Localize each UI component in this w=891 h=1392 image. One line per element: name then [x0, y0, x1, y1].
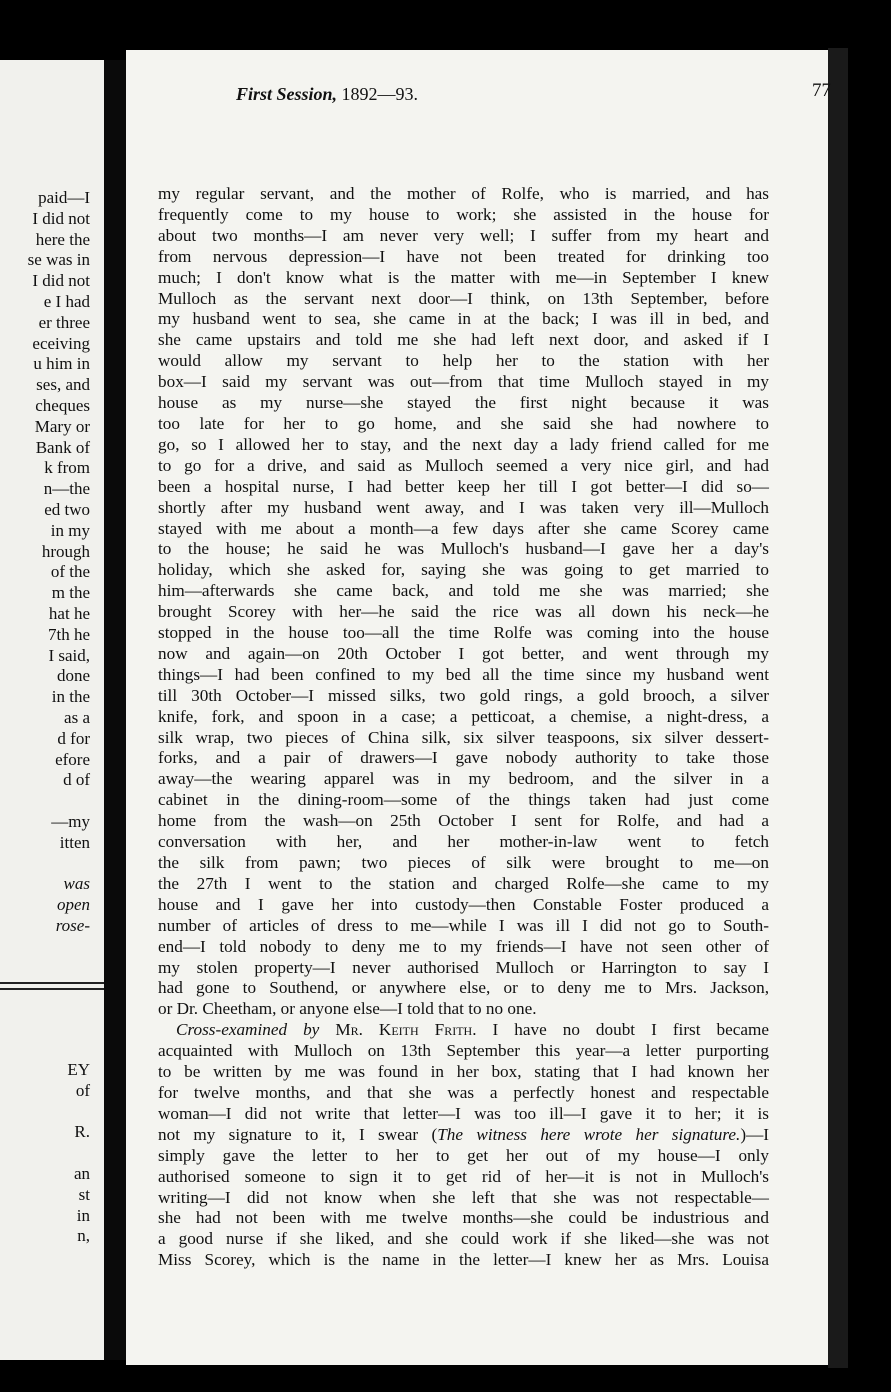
text-line: d for	[57, 728, 90, 748]
page-number: 77	[812, 80, 831, 101]
text-line: end—I told nobody to deny me to my friends—I have not seen other of	[158, 936, 769, 956]
text-line: k from	[44, 458, 90, 478]
text-line: Bank of	[35, 437, 90, 457]
text-line: acquainted with Mulloch on 13th September this year—a letter purporting	[158, 1041, 769, 1061]
text-line: would allow my servant to help her to the station with her	[158, 351, 769, 371]
text-line	[67, 1143, 90, 1164]
text-line: simply gave the letter to her to get her out of my house—I only	[158, 1145, 769, 1165]
cross-examination-paragraph-b	[158, 1146, 769, 1271]
text-line: woman—I did not write that letter—I was too ill—I gave it to her; it is	[158, 1103, 769, 1123]
text-line: had gone to Southend, or anywhere else, or to deny me to Mrs. Jackson,	[158, 978, 769, 998]
text-line: n,	[77, 1226, 90, 1246]
text-line: the 27th I went to the station and charged Rolfe—she came to my	[158, 873, 769, 893]
text-line: been a hospital nurse, I had better keep her till I got better—I did so—	[158, 476, 769, 496]
text-line: u him in	[33, 354, 90, 374]
text-line: here the	[35, 229, 90, 249]
text-line: or Dr. Cheetham, or anyone else—I told that to no one.	[158, 999, 537, 1019]
left-facing-page	[0, 60, 104, 1360]
text-line: my stolen property—I never authorised Mulloch or Harrington to say I	[158, 957, 769, 977]
text-line: 7th he	[47, 624, 90, 644]
text-line: open	[56, 895, 90, 915]
page-text-layer	[126, 50, 828, 1365]
text-line: cabinet in the dining-room—some of the things taken had just come	[158, 790, 769, 810]
text-line: d of	[63, 770, 90, 790]
text-line: number of articles of dress to me—while I was ill I did not go to South-	[158, 915, 769, 935]
text-line: stayed with me about a month—a few days after she came Scorey came	[158, 518, 769, 538]
page-edge	[828, 48, 848, 1368]
text-line: brought Scorey with her—he said the rice was all down his neck—he	[158, 602, 769, 622]
text-line: to be written by me was found in her box, stating that I had known her	[158, 1062, 769, 1082]
text-line: paid—I	[38, 188, 90, 207]
text-line: as a	[64, 707, 90, 727]
text-line: a good nurse if she liked, and she could work if she liked—she was not	[158, 1229, 769, 1249]
text-line: was	[63, 874, 90, 894]
text-line: go, so I allowed her to stay, and the next day a lady friend called for me	[158, 434, 769, 454]
text-line: hat he	[48, 603, 90, 623]
text-line: se was in	[27, 250, 90, 270]
text-line: writing—I did not know when she left that she was not respectable—	[158, 1187, 769, 1207]
text-line: Miss Scorey, which is the name in the letter—I knew her as Mrs. Louisa	[158, 1250, 769, 1270]
text-line: R.	[74, 1122, 90, 1142]
text-line: silk wrap, two pieces of China silk, six silver teaspoons, six silver dessert-	[158, 727, 769, 747]
text-line: efore	[55, 749, 90, 769]
text-line: from nervous depression—I have not been treated for drinking too	[158, 246, 769, 266]
text-line: hrough	[41, 541, 90, 561]
text-line: house and I gave her into custody—then Constable Foster produced a	[158, 894, 769, 914]
text-line: the silk from pawn; two pieces of silk were brought to me—on	[158, 853, 769, 872]
body-text	[158, 184, 769, 1271]
text-line: holiday, which she asked for, saying she was going to get married to	[158, 560, 769, 580]
text-line: frequently come to my house to work; she assisted in the house for	[158, 204, 769, 224]
text-line: about two months—I am never very well; I suffer from my heart and	[158, 225, 769, 245]
text-line: of the	[50, 562, 90, 582]
text-line: authorised someone to sign it to get rid of her—it is not in Mulloch's	[158, 1166, 769, 1186]
text-line: eceiving	[32, 333, 90, 353]
text-line: I did not	[32, 208, 90, 228]
text-line: now and again—on 20th October I got better, and went through my	[158, 643, 769, 663]
text-line: EY	[67, 1060, 90, 1079]
cross-examined-label: Cross-examined by	[176, 1020, 320, 1040]
text-line: I did not	[32, 271, 90, 291]
text-line: cheques	[35, 395, 90, 415]
text-line: things—I had been confined to my bed all the time since my husband went	[158, 664, 769, 684]
text-line	[28, 854, 90, 875]
text-line: st	[78, 1184, 90, 1204]
text-line: for twelve months, and that she was a perfectly honest and respectable	[158, 1082, 769, 1102]
text-line: I said,	[48, 645, 90, 665]
text-line: house as my nurse—she stayed the first night because it was	[158, 393, 769, 413]
text-line: Mulloch as the servant next door—I think, on 13th September, before	[158, 288, 769, 308]
text-line: away—the wearing apparel was in my bedroom, and the silver in a	[158, 769, 769, 789]
testimony-paragraph	[158, 184, 769, 1020]
left-page-text	[28, 188, 90, 937]
text-line: m the	[51, 583, 90, 603]
text-line: to go for a drive, and said as Mulloch seemed a very nice girl, and had	[158, 455, 769, 475]
signature-line	[158, 1125, 769, 1146]
text-line: too late for her to go home, and she said she had nowhere to	[158, 413, 769, 433]
text-line	[67, 1102, 90, 1123]
text-line: done	[56, 666, 90, 686]
text-line: n—the	[43, 479, 90, 499]
text-line: my regular servant, and the mother of Rolfe, who is married, and has	[158, 184, 769, 203]
text-line: in the	[51, 687, 90, 707]
text-line: to the house; he said he was Mulloch's husband—I gave her a day's	[158, 539, 769, 559]
text-line: in	[76, 1205, 90, 1225]
left-page-rule	[0, 982, 104, 984]
cross-examination-first-line	[158, 1020, 769, 1041]
text-line: knife, fork, and spoon in a case; a petticoat, a chemise, a night-dress, a	[158, 706, 769, 726]
signature-note: The witness here wrote her signature.	[437, 1124, 741, 1144]
running-head-session: First Session,	[236, 84, 338, 104]
text-line: e I had	[43, 291, 90, 311]
text-line: in my	[50, 520, 90, 540]
left-page-rule-2	[0, 988, 104, 990]
text-line: Mary or	[34, 416, 90, 436]
text-line: shortly after my husband went away, and I was taken very ill—Mulloch	[158, 497, 769, 517]
text-line: box—I said my servant was out—from that time Mulloch stayed in my	[158, 372, 769, 392]
text-line	[28, 791, 90, 812]
cross-first-rest: I have no doubt I first became	[492, 1020, 770, 1040]
running-head-years: 1892—93.	[341, 84, 419, 104]
signature-line-after: )—I	[740, 1124, 769, 1144]
text-line: ed two	[44, 499, 90, 519]
text-line: —my	[51, 811, 90, 831]
text-line: stopped in the house too—all the time Rolfe was coming into the house	[158, 623, 769, 643]
cross-examination-paragraph-a	[158, 1041, 769, 1125]
text-line: an	[73, 1163, 90, 1183]
text-line: home from the wash—on 25th October I sent for Rolfe, and had a	[158, 811, 769, 831]
text-line: she came upstairs and told me she had left next door, and asked if I	[158, 330, 769, 350]
text-line: of	[75, 1080, 90, 1100]
signature-line-before: not my signature to it, I swear (	[158, 1124, 438, 1144]
text-line: forks, and a pair of drawers—I gave nobody authority to take those	[158, 748, 769, 768]
left-page-bottom-text	[67, 1060, 90, 1247]
book-gutter	[104, 60, 126, 1360]
text-line: him—afterwards she came back, and told me she was married; she	[158, 581, 769, 601]
text-line: er three	[38, 312, 90, 332]
text-line: till 30th October—I missed silks, two gold rings, a gold brooch, a silver	[158, 685, 769, 705]
text-line: she had not been with me twelve months—she could be industrious and	[158, 1208, 769, 1228]
text-line: ses, and	[36, 375, 90, 395]
text-line: itten	[59, 832, 90, 852]
text-line: rose-	[55, 915, 90, 935]
text-line: conversation with her, and her mother-in-law went to fetch	[158, 832, 769, 852]
text-line: my husband went to sea, she came in at the back; I was ill in bed, and	[158, 309, 769, 329]
counsel-name: Mr. Keith Frith.	[335, 1020, 477, 1040]
text-line: much; I don't know what is the matter with me—in September I knew	[158, 267, 769, 287]
